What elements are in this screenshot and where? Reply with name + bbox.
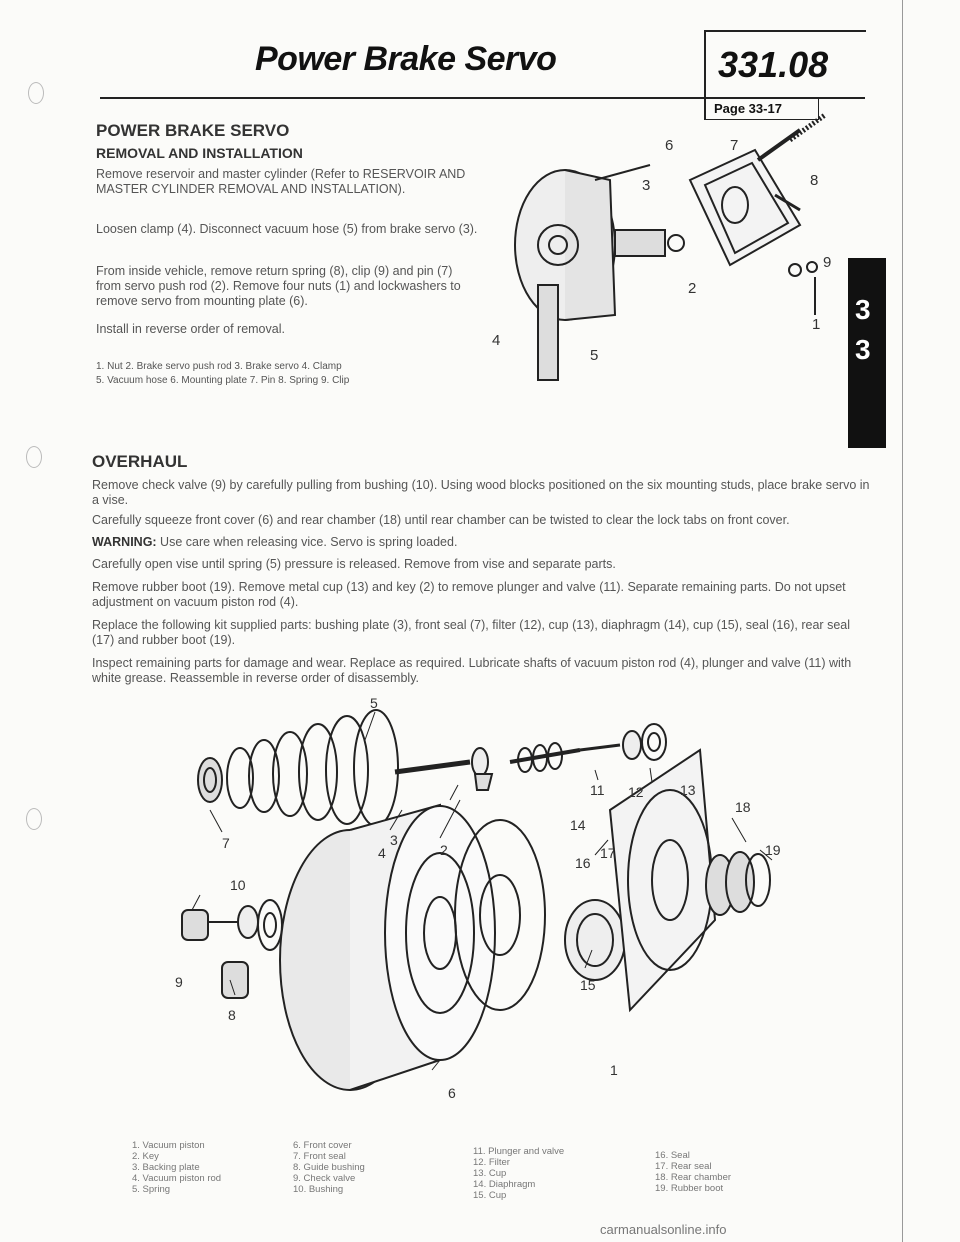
paragraph: From inside vehicle, remove return spring (8), clip (9) and pin (7) from servo push rod (2). Remove four nuts (1) and lockwashers to remove servo from mounting plate (6). — [96, 264, 461, 308]
callout-5: 5 — [590, 347, 599, 364]
section-code: 331.08 — [718, 44, 829, 85]
legend-item: 7. Front seal — [293, 1151, 346, 1162]
callout-3: 3 — [390, 832, 398, 848]
callout-16: 16 — [575, 855, 591, 871]
callout-7: 7 — [222, 835, 230, 851]
legend-item: 1. Vacuum piston — [132, 1140, 205, 1151]
binder-hole — [26, 808, 42, 830]
binder-hole — [28, 82, 44, 104]
callout-5: 5 — [370, 695, 378, 711]
legend-item: 14. Diaphragm — [473, 1179, 536, 1190]
parts-legend-column — [473, 1146, 564, 1201]
callout-18: 18 — [735, 799, 751, 815]
side-tab-digit: 3 — [855, 334, 871, 365]
legend-item: 18. Rear chamber — [655, 1172, 732, 1183]
front-cover-drawing — [280, 805, 495, 1090]
legend-item: 9. Check valve — [293, 1173, 356, 1184]
callout-8: 8 — [810, 172, 819, 189]
legend-item: 4. Vacuum piston rod — [132, 1173, 222, 1184]
callout-7: 7 — [730, 137, 739, 154]
brake-servo-drawing — [515, 170, 684, 380]
paragraph: Install in reverse order of removal. — [96, 322, 285, 336]
paragraph: Remove reservoir and master cylinder (Refer to RESERVOIR AND MASTER CYLINDER REMOVAL AND INSTALLATION). — [96, 167, 466, 196]
page-header-title: Power Brake Servo — [255, 40, 557, 78]
legend-item: 13. Cup — [473, 1168, 507, 1179]
section-heading: OVERHAUL — [92, 452, 188, 471]
paragraph: Carefully squeeze front cover (6) and rear chamber (18) until rear chamber can be twisted to clear the lock tabs on front cover. — [92, 513, 790, 527]
legend-item: 5. Spring — [132, 1184, 171, 1195]
callout-4: 4 — [378, 845, 386, 861]
callout-4: 4 — [492, 332, 501, 349]
parts-legend-column — [293, 1140, 365, 1195]
callout-13: 13 — [680, 782, 696, 798]
warning-paragraph — [92, 535, 872, 550]
callout-17: 17 — [600, 845, 616, 861]
exploded-parts-drawing — [182, 710, 772, 1090]
page-number: Page 33-17 — [714, 101, 782, 116]
callout-14: 14 — [570, 817, 586, 833]
legend-item: 12. Filter — [473, 1157, 510, 1168]
paragraph: Inspect remaining parts for damage and wear. Replace as required. Lubricate shafts of vacuum piston rod (4), plunger and valve (11) with white grease. Reassemble in reverse order of disassembly. — [92, 656, 852, 685]
warning-text: Use care when releasing vice. Servo is spring loaded. — [156, 535, 458, 549]
parts-legend-column — [132, 1140, 221, 1195]
callout-1: 1 — [610, 1062, 618, 1078]
legend-item: 15. Cup — [473, 1190, 507, 1201]
rear-chamber-drawing — [610, 750, 715, 1010]
figure-legend-line: 1. Nut 2. Brake servo push rod 3. Brake servo 4. Clamp — [96, 361, 342, 372]
section-heading: POWER BRAKE SERVO — [96, 121, 290, 140]
legend-item: 19. Rubber boot — [655, 1183, 724, 1194]
callout-2: 2 — [440, 842, 448, 858]
paragraph: Loosen clamp (4). Disconnect vacuum hose (5) from brake servo (3). — [96, 222, 478, 236]
binder-hole — [26, 446, 42, 468]
servo-exploded-view — [140, 690, 810, 1110]
callout-12: 12 — [628, 784, 644, 800]
callout-9: 9 — [175, 974, 183, 990]
mounting-plate-drawing — [595, 115, 825, 315]
legend-item: 6. Front cover — [293, 1140, 352, 1151]
legend-item: 17. Rear seal — [655, 1161, 712, 1172]
paragraph: Replace the following kit supplied parts: bushing plate (3), front seal (7), filter (12), cup (13), diaphragm (14), cup (15), seal (16), rear seal (17) and rubber boot (19). — [92, 618, 851, 647]
callout-19: 19 — [765, 842, 781, 858]
callout-11: 11 — [590, 782, 605, 798]
callout-15: 15 — [580, 977, 596, 993]
callout-6: 6 — [665, 137, 674, 154]
sub-heading: REMOVAL AND INSTALLATION — [96, 145, 303, 161]
legend-item: 11. Plunger and valve — [473, 1146, 565, 1157]
callout-8: 8 — [228, 1007, 236, 1023]
spring-drawing — [227, 710, 398, 826]
warning-label: WARNING: — [92, 535, 157, 549]
parts-legend-column — [655, 1150, 731, 1194]
callout-3: 3 — [642, 177, 651, 194]
page-edge-line — [902, 0, 903, 1242]
callout-6: 6 — [448, 1085, 456, 1101]
callout-10: 10 — [230, 877, 246, 893]
paragraph: Carefully open vise until spring (5) pressure is released. Remove from vise and separate parts. — [92, 557, 616, 571]
side-tab-digit: 3 — [855, 294, 871, 325]
figure-legend-line: 5. Vacuum hose 6. Mounting plate 7. Pin 8. Spring 9. Clip — [96, 375, 350, 386]
legend-item: 3. Backing plate — [132, 1162, 200, 1173]
legend-item: 16. Seal — [655, 1150, 690, 1161]
callout-9: 9 — [823, 254, 832, 271]
legend-item: 10. Bushing — [293, 1184, 344, 1195]
paragraph: Remove rubber boot (19). Remove metal cup (13) and key (2) to remove plunger and valve (11). Separate remaining parts. Do not upset adjustment on vacuum piston rod (4). — [92, 580, 846, 609]
callout-1: 1 — [812, 316, 821, 333]
paragraph: Remove check valve (9) by carefully pulling from bushing (10). Using wood blocks positioned on the six mounting studs, place brake servo in a vise. — [92, 478, 870, 507]
callout-2: 2 — [688, 280, 697, 297]
servo-installation-figure — [490, 105, 850, 395]
watermark-link[interactable]: carmanualsonline.info — [600, 1222, 727, 1237]
legend-item: 8. Guide bushing — [293, 1162, 365, 1173]
legend-item: 2. Key — [132, 1151, 159, 1162]
